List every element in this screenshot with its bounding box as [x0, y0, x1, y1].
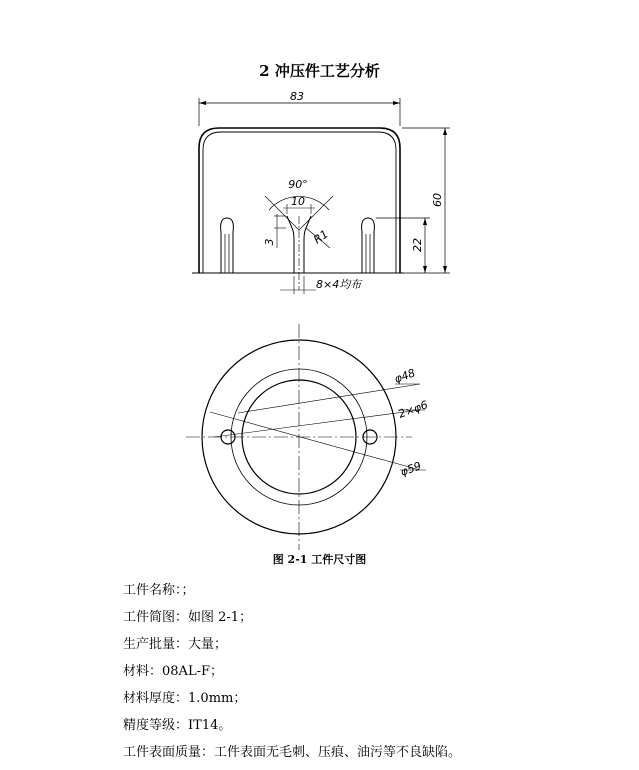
property-name: 工件名称：；: [123, 583, 195, 598]
figure-caption: 图 2-1 工件尺寸图: [272, 553, 367, 566]
dim-slot-height-label: 22: [411, 238, 424, 252]
property-list: [123, 581, 461, 770]
dim-holes-label: 2×φ6: [396, 398, 430, 421]
property-surface: 工件表面质量：工件表面无毛刺、压痕、油污等不良缺陷。: [123, 745, 462, 760]
property-sketch: 工件简图：如图 2-1；: [123, 610, 253, 625]
property-thickness: 材料厚度：1.0mm；: [123, 691, 247, 706]
dim-outer-diameter-label: φ59: [398, 459, 424, 479]
dim-angle-label: 90°: [288, 178, 308, 191]
dim-width-label: 83: [290, 90, 304, 103]
right-slot: [362, 218, 375, 273]
dim-height-label: 60: [431, 193, 444, 207]
property-precision: 精度等级：IT14。: [123, 718, 232, 733]
dim-radius-label: R1: [311, 227, 331, 247]
left-slot: [221, 218, 234, 273]
dim-slot-spec-label: 8×4均布: [316, 278, 362, 291]
dim-slot-width-label: 10: [291, 195, 305, 208]
dim-depth-label: 3: [263, 238, 276, 246]
dim-inner-diameter-label: φ48: [392, 366, 418, 386]
property-batch: 生产批量：大量；: [123, 637, 228, 652]
property-material: 材料：08AL-F；: [123, 664, 223, 679]
section-title: 2 冲压件工艺分析: [259, 62, 380, 80]
